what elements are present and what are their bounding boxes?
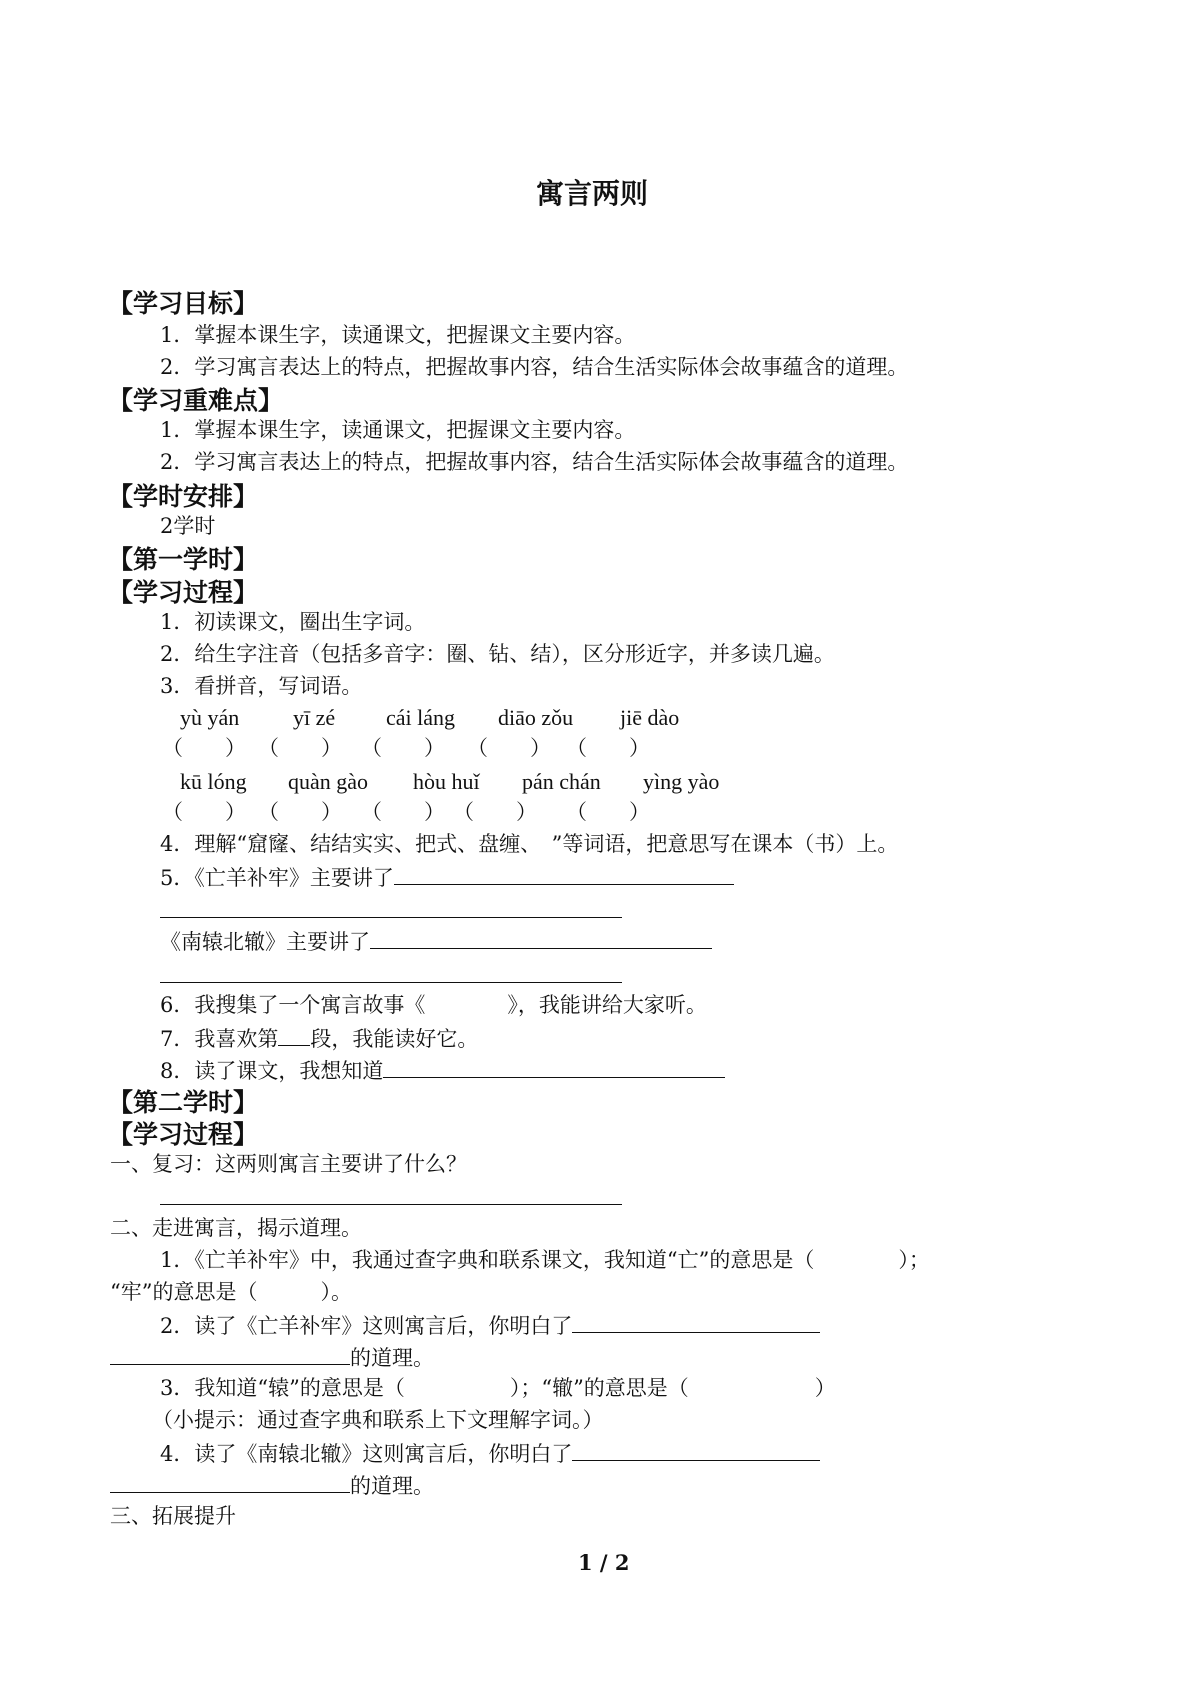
answer-blank[interactable] [394,866,734,885]
p1-item-4: 4．理解“窟窿、结结实实、把式、盘缠、 ”等词语，把意思写在课本（书）上。 [160,832,899,856]
answer-paren: （ ） [566,736,650,760]
p2-review: 一、复习：这两则寓言主要讲了什么？ [110,1152,467,1176]
pinyin-2: yī zé [293,705,336,730]
answer-paren: （ ） [258,800,342,824]
answer-blank[interactable] [383,1059,725,1078]
page-title: 寓言两则 [536,177,649,210]
answer-blank[interactable] [370,930,712,949]
schedule-text: 2学时 [160,514,216,538]
goal-item-1: 1．掌握本课生字，读通课文，把握课文主要内容。 [160,323,636,347]
answer-paren: （ ） [361,800,445,824]
page-number: 1 / 2 [578,1550,630,1575]
pinyin-6: kū lóng [180,769,247,794]
p2-q1b: “牢”的意思是（ ）。 [110,1280,352,1304]
p1-item-7: 7．我喜欢第 段，我能读好它。 [160,1027,479,1051]
section-heading-process-1: 【学习过程】 [108,578,259,607]
answer-blank[interactable] [572,1442,820,1461]
pinyin-4: diāo zǒu [498,705,574,730]
p2-q2a: 2．读了《亡羊补牢》这则寓言后，你明白了 [160,1314,820,1337]
p1-item-2: 2．给生字注音（包括多音字：圈、钻、结），区分形近字，并多读几遍。 [160,642,835,666]
p2-q2b: 的道理。 [110,1346,434,1369]
answer-line[interactable] [160,1204,622,1205]
p2-q1a: 1．《亡羊补牢》中，我通过查字典和联系课文，我知道“亡”的意思是（ ）； [160,1248,930,1272]
answer-line[interactable] [160,982,622,983]
section-heading-key-points: 【学习重难点】 [108,386,284,415]
p2-q4b: 的道理。 [110,1474,434,1497]
p2-enter: 二、走进寓言，揭示道理。 [110,1216,362,1240]
key-point-item-2: 2．学习寓言表达上的特点，把握故事内容，结合生活实际体会故事蕴含的道理。 [160,450,909,474]
p1-item-5b: 《南辕北辙》主要讲了 [160,930,712,953]
p2-extend: 三、拓展提升 [110,1504,236,1528]
p1-item-6: 6．我搜集了一个寓言故事《 》，我能讲给大家听。 [160,993,707,1017]
answer-blank[interactable] [110,1346,350,1365]
p2-q4a: 4．读了《南辕北辙》这则寓言后，你明白了 [160,1442,820,1465]
section-heading-period-2: 【第二学时】 [108,1088,259,1117]
goal-item-2: 2．学习寓言表达上的特点，把握故事内容，结合生活实际体会故事蕴含的道理。 [160,355,909,379]
answer-blank[interactable] [278,1027,310,1046]
p1-item-1: 1．初读课文，圈出生字词。 [160,610,426,634]
pinyin-7: quàn gào [288,769,369,794]
section-heading-goals: 【学习目标】 [108,289,259,318]
p2-q3a: 3．我知道“辕”的意思是（ ）；“辙”的意思是（ ） [160,1376,836,1400]
answer-blank[interactable] [572,1314,820,1333]
answer-paren: （ ） [453,800,537,824]
pinyin-3: cái láng [386,705,456,730]
pinyin-10: yìng yào [643,769,720,794]
answer-blank[interactable] [110,1474,350,1493]
section-heading-period-1: 【第一学时】 [108,545,259,574]
answer-paren: （ ） [162,736,246,760]
pinyin-8: hòu huǐ [413,769,480,794]
p1-item-8: 8．读了课文，我想知道 [160,1059,725,1082]
pinyin-1: yù yán [180,705,240,730]
p1-item-5a: 5．《亡羊补牢》主要讲了 [160,866,734,889]
answer-line[interactable] [160,917,622,918]
key-point-item-1: 1．掌握本课生字，读通课文，把握课文主要内容。 [160,418,636,442]
section-heading-process-2: 【学习过程】 [108,1120,259,1149]
p2-q3b: （小提示：通过查字典和联系上下文理解字词。） [152,1408,604,1432]
answer-paren: （ ） [361,736,445,760]
pinyin-5: jiē dào [620,705,680,730]
answer-paren: （ ） [258,736,342,760]
answer-paren: （ ） [162,800,246,824]
pinyin-9: pán chán [522,769,601,794]
answer-paren: （ ） [467,736,551,760]
p1-item-3: 3．看拼音，写词语。 [160,674,363,698]
answer-paren: （ ） [566,800,650,824]
section-heading-schedule: 【学时安排】 [108,482,259,511]
